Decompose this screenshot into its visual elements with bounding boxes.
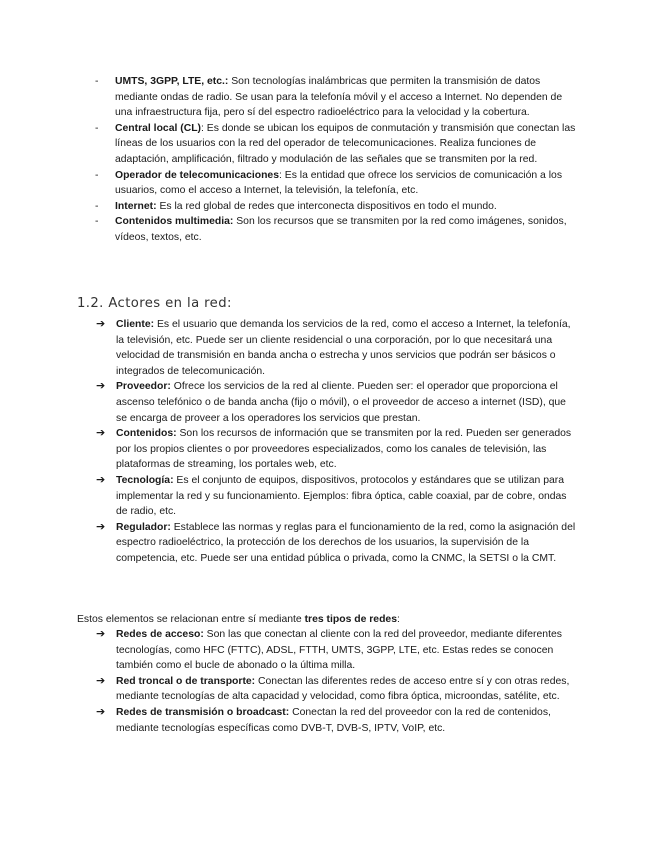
item-text: Son los recursos que se transmiten por la red como imágenes, sonidos, vídeos, textos, etc. <box>115 216 567 243</box>
intro-bold: tres tipos de redes <box>304 614 397 625</box>
item-term: Tecnología: <box>116 474 174 486</box>
list-item <box>96 426 578 473</box>
item-term: Redes de transmisión o broadcast: <box>116 706 290 718</box>
item-term: Central local (CL) <box>115 122 202 134</box>
dash-bullet: - <box>95 200 99 212</box>
section-heading: 1.2. Actores en la red: <box>77 296 232 311</box>
item-text: : Es la entidad que ofrece los servicios de comunicación a los usuarios, como el acceso a Internet, la televisión, la telefonía, etc. <box>115 169 563 197</box>
list-item <box>96 627 578 674</box>
item-term: Operador de telecomunicaciones <box>115 169 279 181</box>
networks-intro <box>77 612 577 628</box>
item-text: Conectan las diferentes redes de acceso entre sí y con otras redes, mediante tecnologías de alta capacidad y velocidad, como fibra óptica, microondas, satélite, etc. <box>116 675 570 703</box>
item-text: Son tecnologías inalámbricas que permiten la transmisión de datos mediante ondas de radio. Se usan para la telefonía móvil y el acceso a Internet. No dependen de una infraestructura fija, pero sí del espectro radioeléctrico para la velocidad y la cobertura. <box>115 76 563 119</box>
arrow-bullet-icon: ➔ <box>96 427 106 440</box>
item-term: Contenidos multimedia: <box>115 216 234 228</box>
item-term: Proveedor: <box>116 381 171 393</box>
list-item <box>96 705 578 736</box>
item-text: Ofrece los servicios de la red al cliente. Pueden ser: el operador que proporciona el ascenso telefónico o de banda ancha (fijo o móvil), o el proveedor de acceso a internet (ISD), que se encarga de proveer a los operadores los servicios que prestan. <box>116 381 566 424</box>
item-text: Son los recursos de información que se transmiten por la red. Pueden ser generados por los propios clientes o por proveedores especializados, como los canales de televisión, las plataformas de streaming, los portales web, etc. <box>116 428 572 471</box>
item-term: UMTS, 3GPP, LTE, etc.: <box>115 76 229 87</box>
item-text: Establece las normas y reglas para el funcionamiento de la red, como la asignación del espectro radioeléctrico, la protección de los derechos de los usuarios, la supervisión de la competencia, etc. Puede ser una entidad pública o privada, como la CNMC, la SETSI o la CMT. <box>116 521 576 564</box>
dash-bullet: - <box>95 216 99 228</box>
dash-bullet: - <box>95 122 99 134</box>
item-term: Redes de acceso: <box>116 629 204 640</box>
item-term: Internet: <box>115 200 157 212</box>
list-item <box>95 214 577 245</box>
networks-list <box>96 627 578 736</box>
dash-list <box>95 74 577 246</box>
arrow-bullet-icon: ➔ <box>96 628 106 640</box>
item-term: Red troncal o de transporte: <box>116 675 256 687</box>
arrow-bullet-icon: ➔ <box>96 318 106 330</box>
list-item <box>96 379 578 426</box>
arrow-bullet-icon: ➔ <box>96 380 106 393</box>
list-item <box>96 317 578 379</box>
list-item <box>96 674 578 705</box>
actors-list <box>96 317 578 567</box>
item-term: Regulador: <box>116 521 171 533</box>
item-term: Cliente: <box>116 319 155 330</box>
list-item <box>95 121 577 168</box>
list-item <box>95 74 577 121</box>
item-text: Conectan la red del proveedor con la red de contenidos, mediante tecnologías específicas como DVB-T, DVB-S, IPTV, VoIP, etc. <box>116 706 551 734</box>
item-text: Es la red global de redes que interconecta dispositivos en todo el mundo. <box>156 200 497 212</box>
list-item <box>95 199 577 215</box>
arrow-bullet-icon: ➔ <box>96 674 106 687</box>
item-text: : Es donde se ubican los equipos de conmutación y transmisión que conectan las líneas de los usuarios con la red del operador de telecomunicaciones. Realiza funciones de adaptación, amplificación, filtrado y modulación de las señales que se transmiten por la red. <box>115 122 576 165</box>
arrow-bullet-icon: ➔ <box>96 705 106 718</box>
item-text: Son las que conectan al cliente con la red del proveedor, mediante diferentes tecnologías, como HFC (FTTC), ADSL, FTTH, UMTS, 3GPP, LTE, etc. Estas redes se conocen también como el bucle de abonado o la última milla. <box>116 629 562 672</box>
list-item <box>96 473 578 520</box>
intro-colon: : <box>396 614 400 625</box>
item-text: Es el conjunto de equipos, dispositivos, protocolos y estándares que se utilizan para implementar la red y su funcionamiento. Ejemplos: fibra óptica, cable coaxial, par de cobre, ondas de radio, etc. <box>116 474 567 518</box>
list-item <box>96 520 578 567</box>
dash-bullet: - <box>95 76 99 87</box>
item-term: Contenidos: <box>116 428 177 440</box>
intro-text: Estos elementos se relacionan entre sí mediante <box>77 614 305 625</box>
arrow-bullet-icon: ➔ <box>96 520 106 533</box>
dash-bullet: - <box>95 169 99 181</box>
arrow-bullet-icon: ➔ <box>96 473 106 486</box>
item-text: Es el usuario que demanda los servicios de la red, como el acceso a Internet, la telefonía, la televisión, etc. Puede ser un cliente residencial o una corporación, por lo que necesitará una velocidad de transmisión en banda ancha o estrecha y unos servicios que podrán ser básicos o integrados de telecomunicación. <box>116 319 571 377</box>
list-item <box>95 168 577 199</box>
